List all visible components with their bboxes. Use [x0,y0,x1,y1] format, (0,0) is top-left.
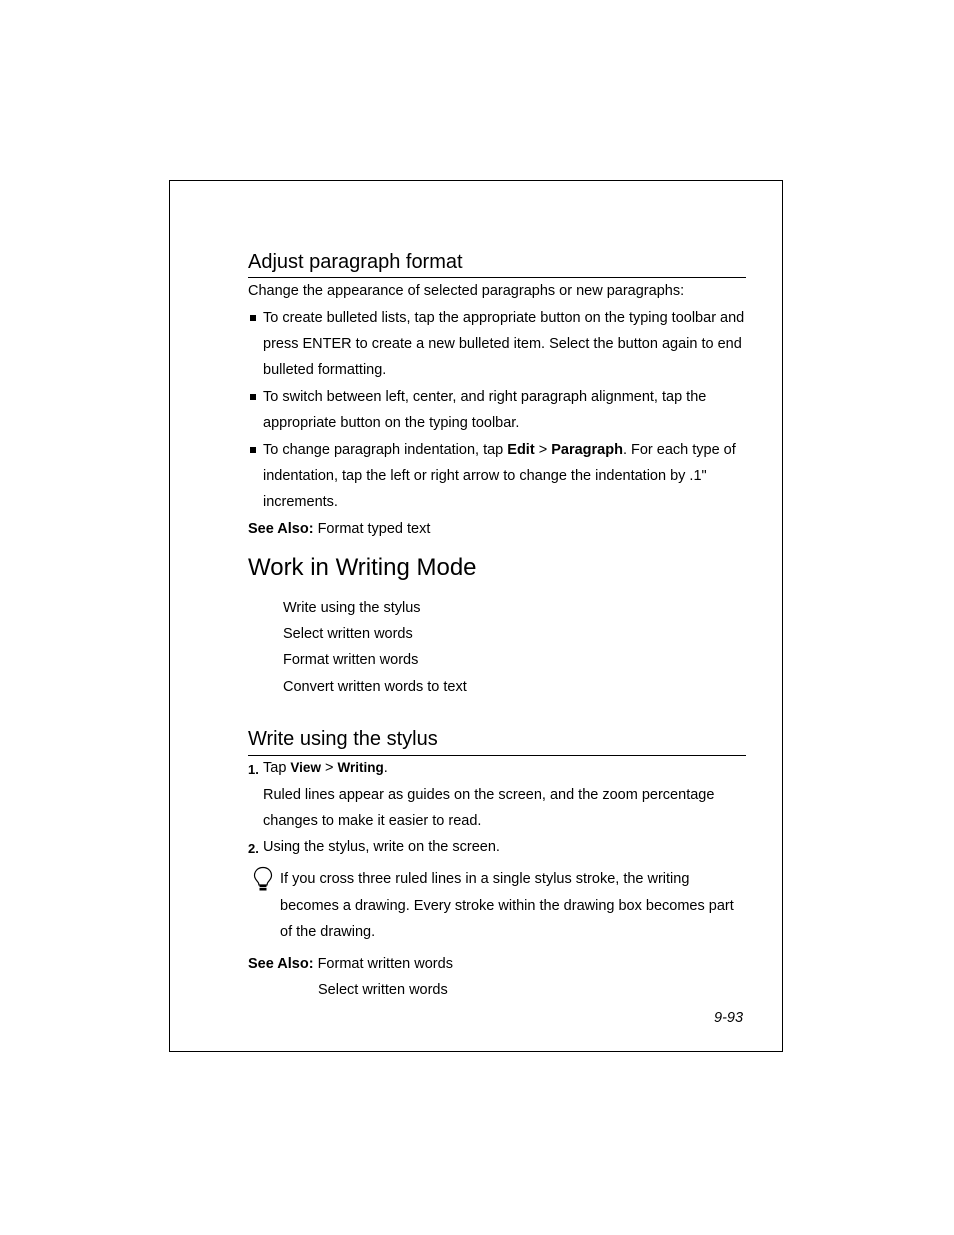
bullet-1-line-1: To create bulleted lists, tap the appropriate button on the typing toolbar and [263,310,745,326]
section-intro: Change the appearance of selected paragraphs or new paragraphs: [248,283,685,299]
bullet-3-line-2: indentation, tap the left or right arrow to change the indentation by .1" [263,468,707,484]
section-heading-adjust-paragraph: Adjust paragraph format [248,251,463,273]
bullet-marker [250,394,256,400]
see-also-link-select-written-words[interactable]: Select written words [318,982,448,998]
see-also-2: See Also: Format written words [248,956,453,972]
tip-line-3: of the drawing. [280,924,376,940]
bullet-2-line-1: To switch between left, center, and right paragraph alignment, tap the [263,389,707,405]
topic-link-write-using-stylus[interactable]: Write using the stylus [283,600,421,616]
tip-line-1: If you cross three ruled lines in a single stylus stroke, the writing [280,871,690,887]
bullet-1-line-2: press ENTER to create a new bulleted item. Select the button again to end [263,336,742,352]
tip-line-2: becomes a drawing. Every stroke within the drawing box becomes part [280,898,734,914]
topic-link-convert-written-words[interactable]: Convert written words to text [283,679,467,695]
bullet-marker [250,315,256,321]
see-also-link-format-written-words[interactable]: Format written words [317,956,453,972]
bullet-3-line-3: increments. [263,494,338,510]
see-also-1: See Also: Format typed text [248,521,431,537]
heading-rule [248,755,746,756]
page-number: 9-93 [714,1010,744,1026]
bullet-3-line-1: To change paragraph indentation, tap Edit > Paragraph. For each type of [263,442,736,458]
lightbulb-tip-icon [252,866,274,892]
section-heading-writing-mode: Work in Writing Mode [248,554,477,581]
step-2-number: 2. [248,841,259,856]
topic-link-format-written-words[interactable]: Format written words [283,652,419,668]
step-1-text: Tap View > Writing. [263,760,388,776]
see-also-link-format-typed-text[interactable]: Format typed text [317,521,431,537]
bullet-2-line-2: appropriate button on the typing toolbar. [263,415,520,431]
step-1-desc-line-1: Ruled lines appear as guides on the screen, and the zoom percentage [263,787,715,803]
menu-view: View [290,760,321,775]
step-1-number: 1. [248,762,259,777]
bullet-1-line-3: bulleted formatting. [263,362,387,378]
step-2-text: Using the stylus, write on the screen. [263,839,500,855]
menu-paragraph: Paragraph [551,442,623,458]
menu-writing: Writing [337,760,384,775]
bullet-marker [250,447,256,453]
section-heading-write-stylus: Write using the stylus [248,728,438,750]
step-1-desc-line-2: changes to make it easier to read. [263,813,482,829]
topic-link-select-written-words[interactable]: Select written words [283,626,413,642]
heading-rule [248,277,746,278]
menu-edit: Edit [507,442,535,458]
